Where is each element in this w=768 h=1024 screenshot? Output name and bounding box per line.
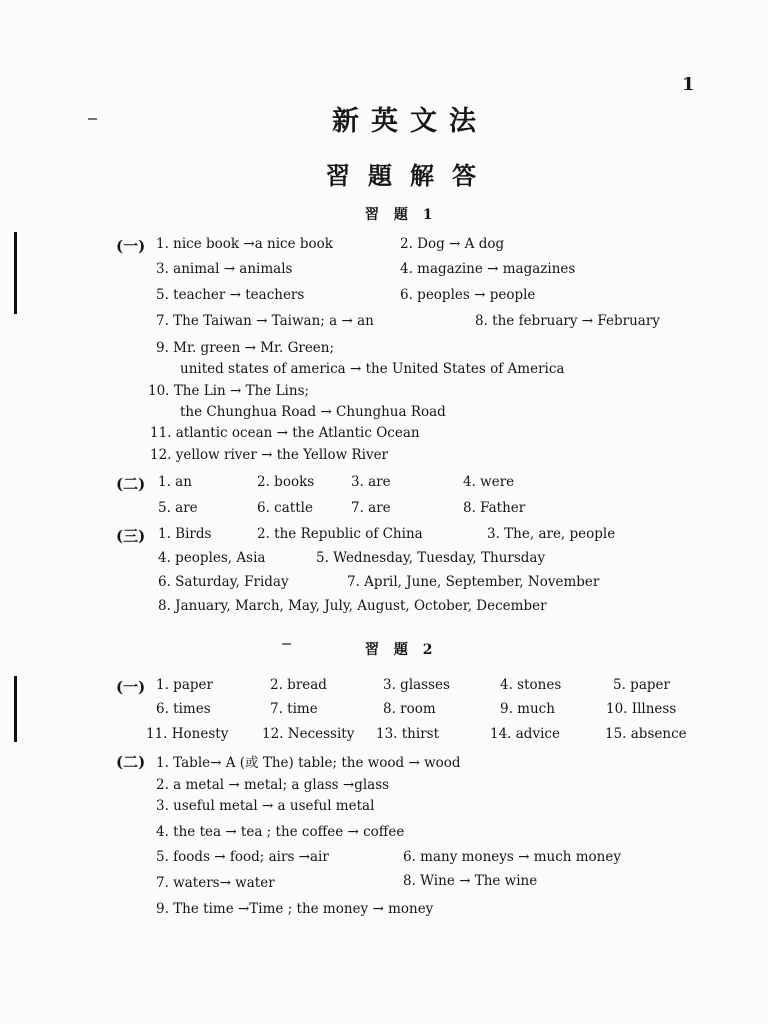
- answer-line: 2. bread: [270, 677, 327, 693]
- answer-line: 2. a metal → metal; a glass →glass: [156, 777, 390, 793]
- answer-line: 7. are: [351, 500, 391, 516]
- answer-line: 5. Wednesday, Tuesday, Thursday: [316, 550, 546, 566]
- answer-line: 3. The, are, people: [487, 526, 616, 542]
- answer-line: 8. the february → February: [475, 313, 660, 329]
- answer-line: 1. Table→ A (或 The) table; the wood → wood: [156, 755, 461, 771]
- answer-line: 7. waters→ water: [156, 875, 275, 891]
- answer-line: 4. were: [463, 474, 515, 490]
- answer-line: 11. atlantic ocean → the Atlantic Ocean: [150, 425, 420, 441]
- answer-line: united states of america → the United States of America: [180, 361, 565, 377]
- answer-line: 1. paper: [156, 677, 213, 693]
- answer-line: 4. the tea → tea ; the coffee → coffee: [156, 824, 405, 840]
- answer-line: 3. animal → animals: [156, 261, 293, 277]
- answer-line: 13. thirst: [376, 726, 440, 742]
- answer-line: 2. books: [257, 474, 315, 490]
- answer-line: 7. time: [270, 701, 318, 717]
- answer-line: 5. teacher → teachers: [156, 287, 305, 303]
- part-marker: (三): [116, 527, 146, 545]
- answer-line: 6. times: [156, 701, 211, 717]
- answer-line: 3. useful metal → a useful metal: [156, 798, 375, 814]
- answer-line: 8. Wine → The wine: [403, 873, 538, 889]
- answer-line: 2. Dog → A dog: [400, 236, 505, 252]
- answer-line: 3. glasses: [383, 677, 450, 693]
- answer-line: 6. Saturday, Friday: [158, 574, 289, 590]
- answer-line: 5. foods → food; airs →air: [156, 849, 329, 865]
- page-title: 新英文法: [332, 106, 488, 137]
- answer-line: 7. April, June, September, November: [347, 574, 600, 590]
- answer-line: 3. are: [351, 474, 391, 490]
- answer-line: 10. Illness: [606, 701, 677, 717]
- part-marker: (二): [116, 475, 146, 493]
- answer-line: 10. The Lin → The Lins;: [148, 383, 310, 399]
- answer-line: 9. much: [500, 701, 555, 717]
- answer-line: 8. Father: [463, 500, 526, 516]
- answer-line: 6. many moneys → much money: [403, 849, 621, 865]
- answer-line: 4. stones: [500, 677, 562, 693]
- page-number: 1: [682, 74, 695, 95]
- answer-line: 6. peoples → people: [400, 287, 536, 303]
- exercise-heading: 習 題 2: [365, 642, 438, 658]
- answer-line: 5. paper: [613, 677, 670, 693]
- part-marker: (一): [116, 678, 146, 696]
- answer-line: 8. room: [383, 701, 436, 717]
- answer-line: 1. an: [158, 474, 192, 490]
- answer-line: 1. nice book →a nice book: [156, 236, 333, 252]
- part-marker: (一): [116, 237, 146, 255]
- answer-line: 6. cattle: [257, 500, 313, 516]
- answer-line: 4. peoples, Asia: [158, 550, 266, 566]
- scan-speck: [282, 643, 291, 645]
- answer-line: 5. are: [158, 500, 198, 516]
- answer-line: 2. the Republic of China: [257, 526, 423, 542]
- answer-line: 11. Honesty: [146, 726, 229, 742]
- answer-line: 12. yellow river → the Yellow River: [150, 447, 389, 463]
- answer-line: 7. The Taiwan → Taiwan; a → an: [156, 313, 374, 329]
- exercise-heading: 習 題 1: [365, 207, 438, 223]
- answer-line: 9. The time →Time ; the money → money: [156, 901, 434, 917]
- answer-line: 1. Birds: [158, 526, 212, 542]
- page-subtitle: 習題解答: [326, 161, 494, 190]
- part-marker: (二): [116, 753, 146, 771]
- scan-margin-mark: [14, 676, 17, 742]
- scan-margin-mark: [14, 232, 17, 314]
- answer-line: 9. Mr. green → Mr. Green;: [156, 340, 335, 356]
- answer-line: the Chunghua Road → Chunghua Road: [180, 404, 446, 420]
- answer-line: 4. magazine → magazines: [400, 261, 576, 277]
- answer-line: 14. advice: [490, 726, 560, 742]
- answer-line: 15. absence: [605, 726, 687, 742]
- answer-line: 12. Necessity: [262, 726, 355, 742]
- answer-line: 8. January, March, May, July, August, October, December: [158, 598, 547, 614]
